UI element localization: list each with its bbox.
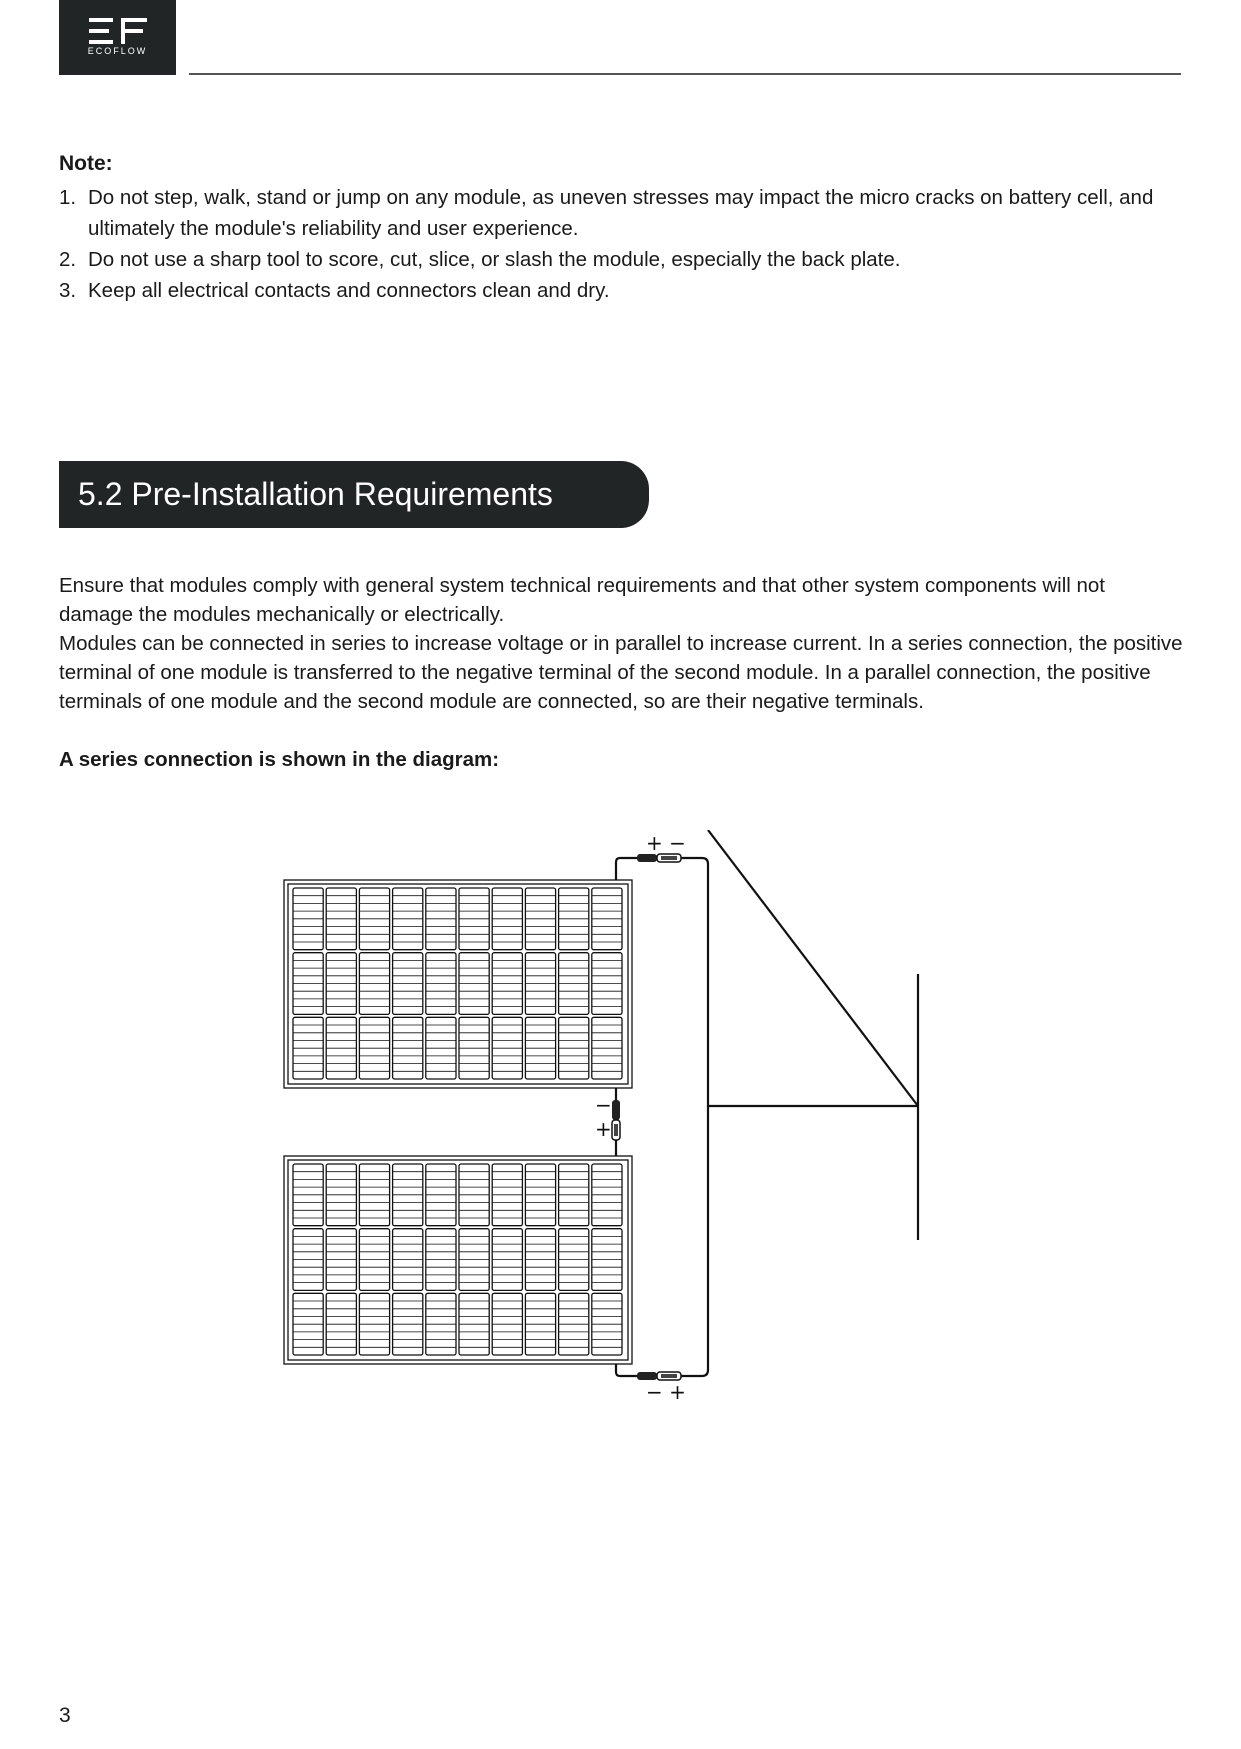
polarity-label-middle-plus: +	[595, 1117, 612, 1141]
note-item-number: 3.	[59, 279, 77, 302]
ef-logo-mark-icon	[89, 18, 147, 44]
connector-middle	[612, 1100, 620, 1140]
paragraph-requirements: Ensure that modules comply with general system technical requirements and that other system components will not damage the modules mechanically or electrically.	[59, 574, 1106, 626]
note-title: Note:	[59, 152, 113, 175]
paragraph-connections: Modules can be connected in series to increase voltage or in parallel to increase current. In a series connection, the positive terminal of one module is transferred to the negative terminal of the second module. In a parallel connection, the positive terminals of one module and the second module are connected, so are their negative terminals.	[59, 632, 1183, 713]
note-item	[59, 182, 1179, 244]
section-heading: 5.2 Pre-Installation Requirements	[59, 461, 649, 528]
note-item-text: Do not step, walk, stand or jump on any module, as uneven stresses may impact the micro cracks on battery cell, and ultimately the module's reliability and user experience.	[88, 186, 1154, 240]
logo-wordmark: ECOFLOW	[87, 46, 148, 56]
section-body	[59, 571, 1184, 716]
note-item-text: Keep all electrical contacts and connectors clean and dry.	[88, 279, 610, 302]
connector-bottom	[637, 1372, 681, 1380]
polarity-label-middle-minus: −	[595, 1093, 612, 1117]
polarity-label-top: + −	[646, 831, 686, 855]
cable-wiring	[616, 830, 918, 1376]
solar-panel-bottom	[284, 1156, 632, 1364]
note-item-number: 2.	[59, 248, 77, 271]
series-connection-diagram	[270, 830, 950, 1430]
note-item-number: 1.	[59, 186, 77, 209]
note-list	[59, 182, 1179, 306]
note-item-text: Do not use a sharp tool to score, cut, slice, or slash the module, especially the back plate.	[88, 248, 901, 271]
header-divider	[189, 73, 1181, 75]
note-item	[59, 275, 1179, 306]
note-item	[59, 244, 1179, 275]
page-number: 3	[59, 1704, 71, 1727]
polarity-label-bottom: − +	[646, 1380, 686, 1404]
diagram-caption: A series connection is shown in the diagram:	[59, 748, 500, 771]
solar-panel-top	[284, 880, 632, 1088]
ecoflow-logo	[59, 0, 176, 75]
connector-top	[637, 854, 681, 862]
